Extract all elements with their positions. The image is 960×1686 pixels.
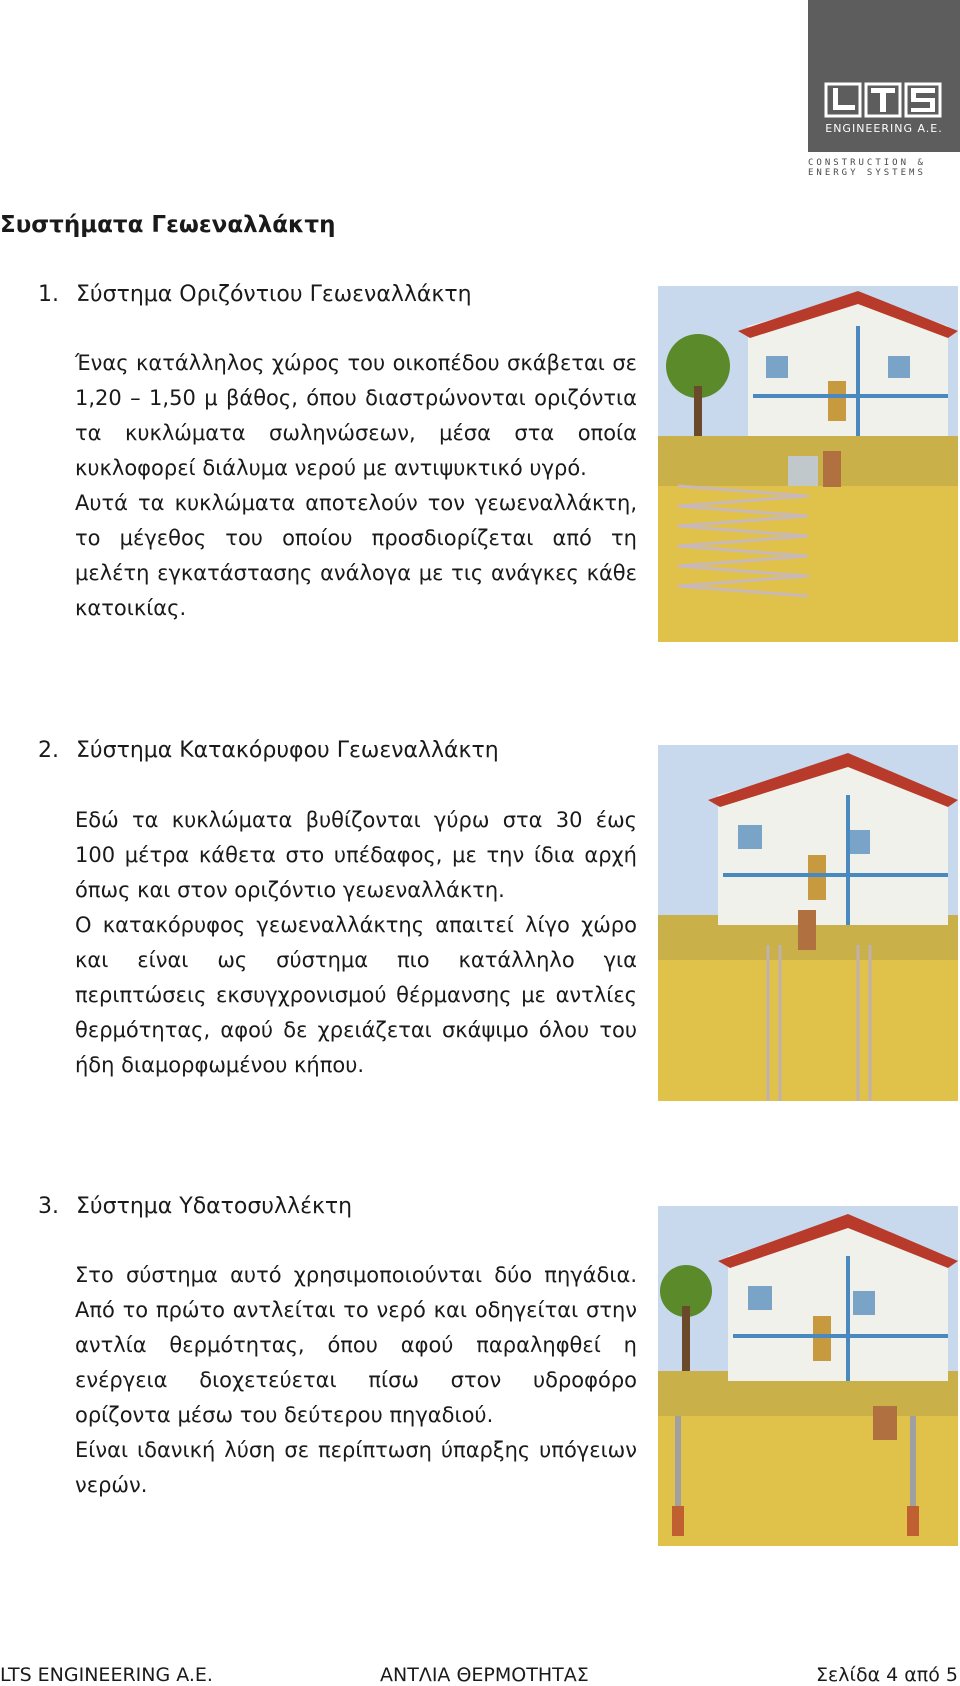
vertical-geoexchanger-illustration [658,745,958,1101]
section-1-paragraph-2: Αυτά τα κυκλώματα αποτελούν τον γεωεναλλάκτη, το μέγεθος του οποίου προσδιορίζεται από τη μελέτη εγκατάστασης ανάλογα με τις ανάγκες κάθε κατοικίας. [75,491,637,620]
section-3-paragraph-2: Είναι ιδανική λύση σε περίπτωση ύπαρξης υπόγειων νερών. [75,1438,637,1497]
horizontal-geoexchanger-illustration [658,286,958,642]
section-2-paragraph-2: Ο κατακόρυφος γεωεναλλάκτης απαιτεί λίγο χώρο και είναι ως σύστημα πιο κατάλληλο για περιπτώσεις εκσυγχρονισμού θέρμανσης με αντλίες θερμότητας, αφού δε χρειάζεται σκάψιμο όλου του ήδη διαμορφωμένου κήπου. [75,913,637,1077]
section-3-number: 3. [38,1194,59,1219]
logo-tagline-line-1: CONSTRUCTION & [808,158,926,168]
company-logo [808,0,960,152]
section-1-heading [38,282,472,307]
page-title: Συστήματα Γεωεναλλάκτη [0,212,336,238]
section-2-number: 2. [38,738,59,763]
footer-page-number: Σελίδα 4 από 5 [816,1664,958,1686]
section-1-body [75,346,637,626]
section-2-title: Σύστημα Κατακόρυφου Γεωεναλλάκτη [76,738,499,763]
section-2-paragraph-1: Εδώ τα κυκλώματα βυθίζονται γύρω στα 30 έως 100 μέτρα κάθετα στο υπέδαφος, με την ίδια αρχή όπως και στον οριζόντιο γεωεναλλάκτη. [75,808,637,902]
section-1-title: Σύστημα Οριζόντιου Γεωεναλλάκτη [76,282,472,307]
section-1-number: 1. [38,282,59,307]
section-2-body [75,803,637,1083]
logo-company-name: ENGINEERING A.E. [825,122,943,135]
section-1-paragraph-1: Ένας κατάλληλος χώρος του οικοπέδου σκάβεται σε 1,20 – 1,50 μ βάθος, όπου διαστρώνονται οριζόντια τα κυκλώματα σωληνώσεων, μέσα στα οποία κυκλοφορεί διάλυμα νερού με αντιψυκτικό υγρό. [75,351,637,480]
section-3-heading [38,1194,352,1219]
footer-document-title: ΑΝΤΛΙΑ ΘΕΡΜΟΤΗΤΑΣ [380,1664,589,1686]
lts-logo-mark-icon [824,82,944,118]
logo-tagline [808,158,960,178]
section-3-title: Σύστημα Υδατοσυλλέκτη [76,1194,353,1219]
logo-tagline-line-2: ENERGY SYSTEMS [808,168,926,178]
section-2-heading [38,738,499,763]
section-3-paragraph-1: Στο σύστημα αυτό χρησιμοποιούνται δύο πηγάδια. Από το πρώτο αντλείται το νερό και οδηγείται στην αντλία θερμότητας, όπου αφού παραληφθεί η ενέργεια διοχετεύεται πίσω στον υδροφόρο ορίζοντα μέσω του δεύτερου πηγαδιού. [75,1263,637,1427]
section-3-body [75,1258,637,1503]
page-footer [0,1664,960,1685]
footer-company: LTS ENGINEERING A.E. [0,1664,213,1686]
water-collector-illustration [658,1198,958,1554]
